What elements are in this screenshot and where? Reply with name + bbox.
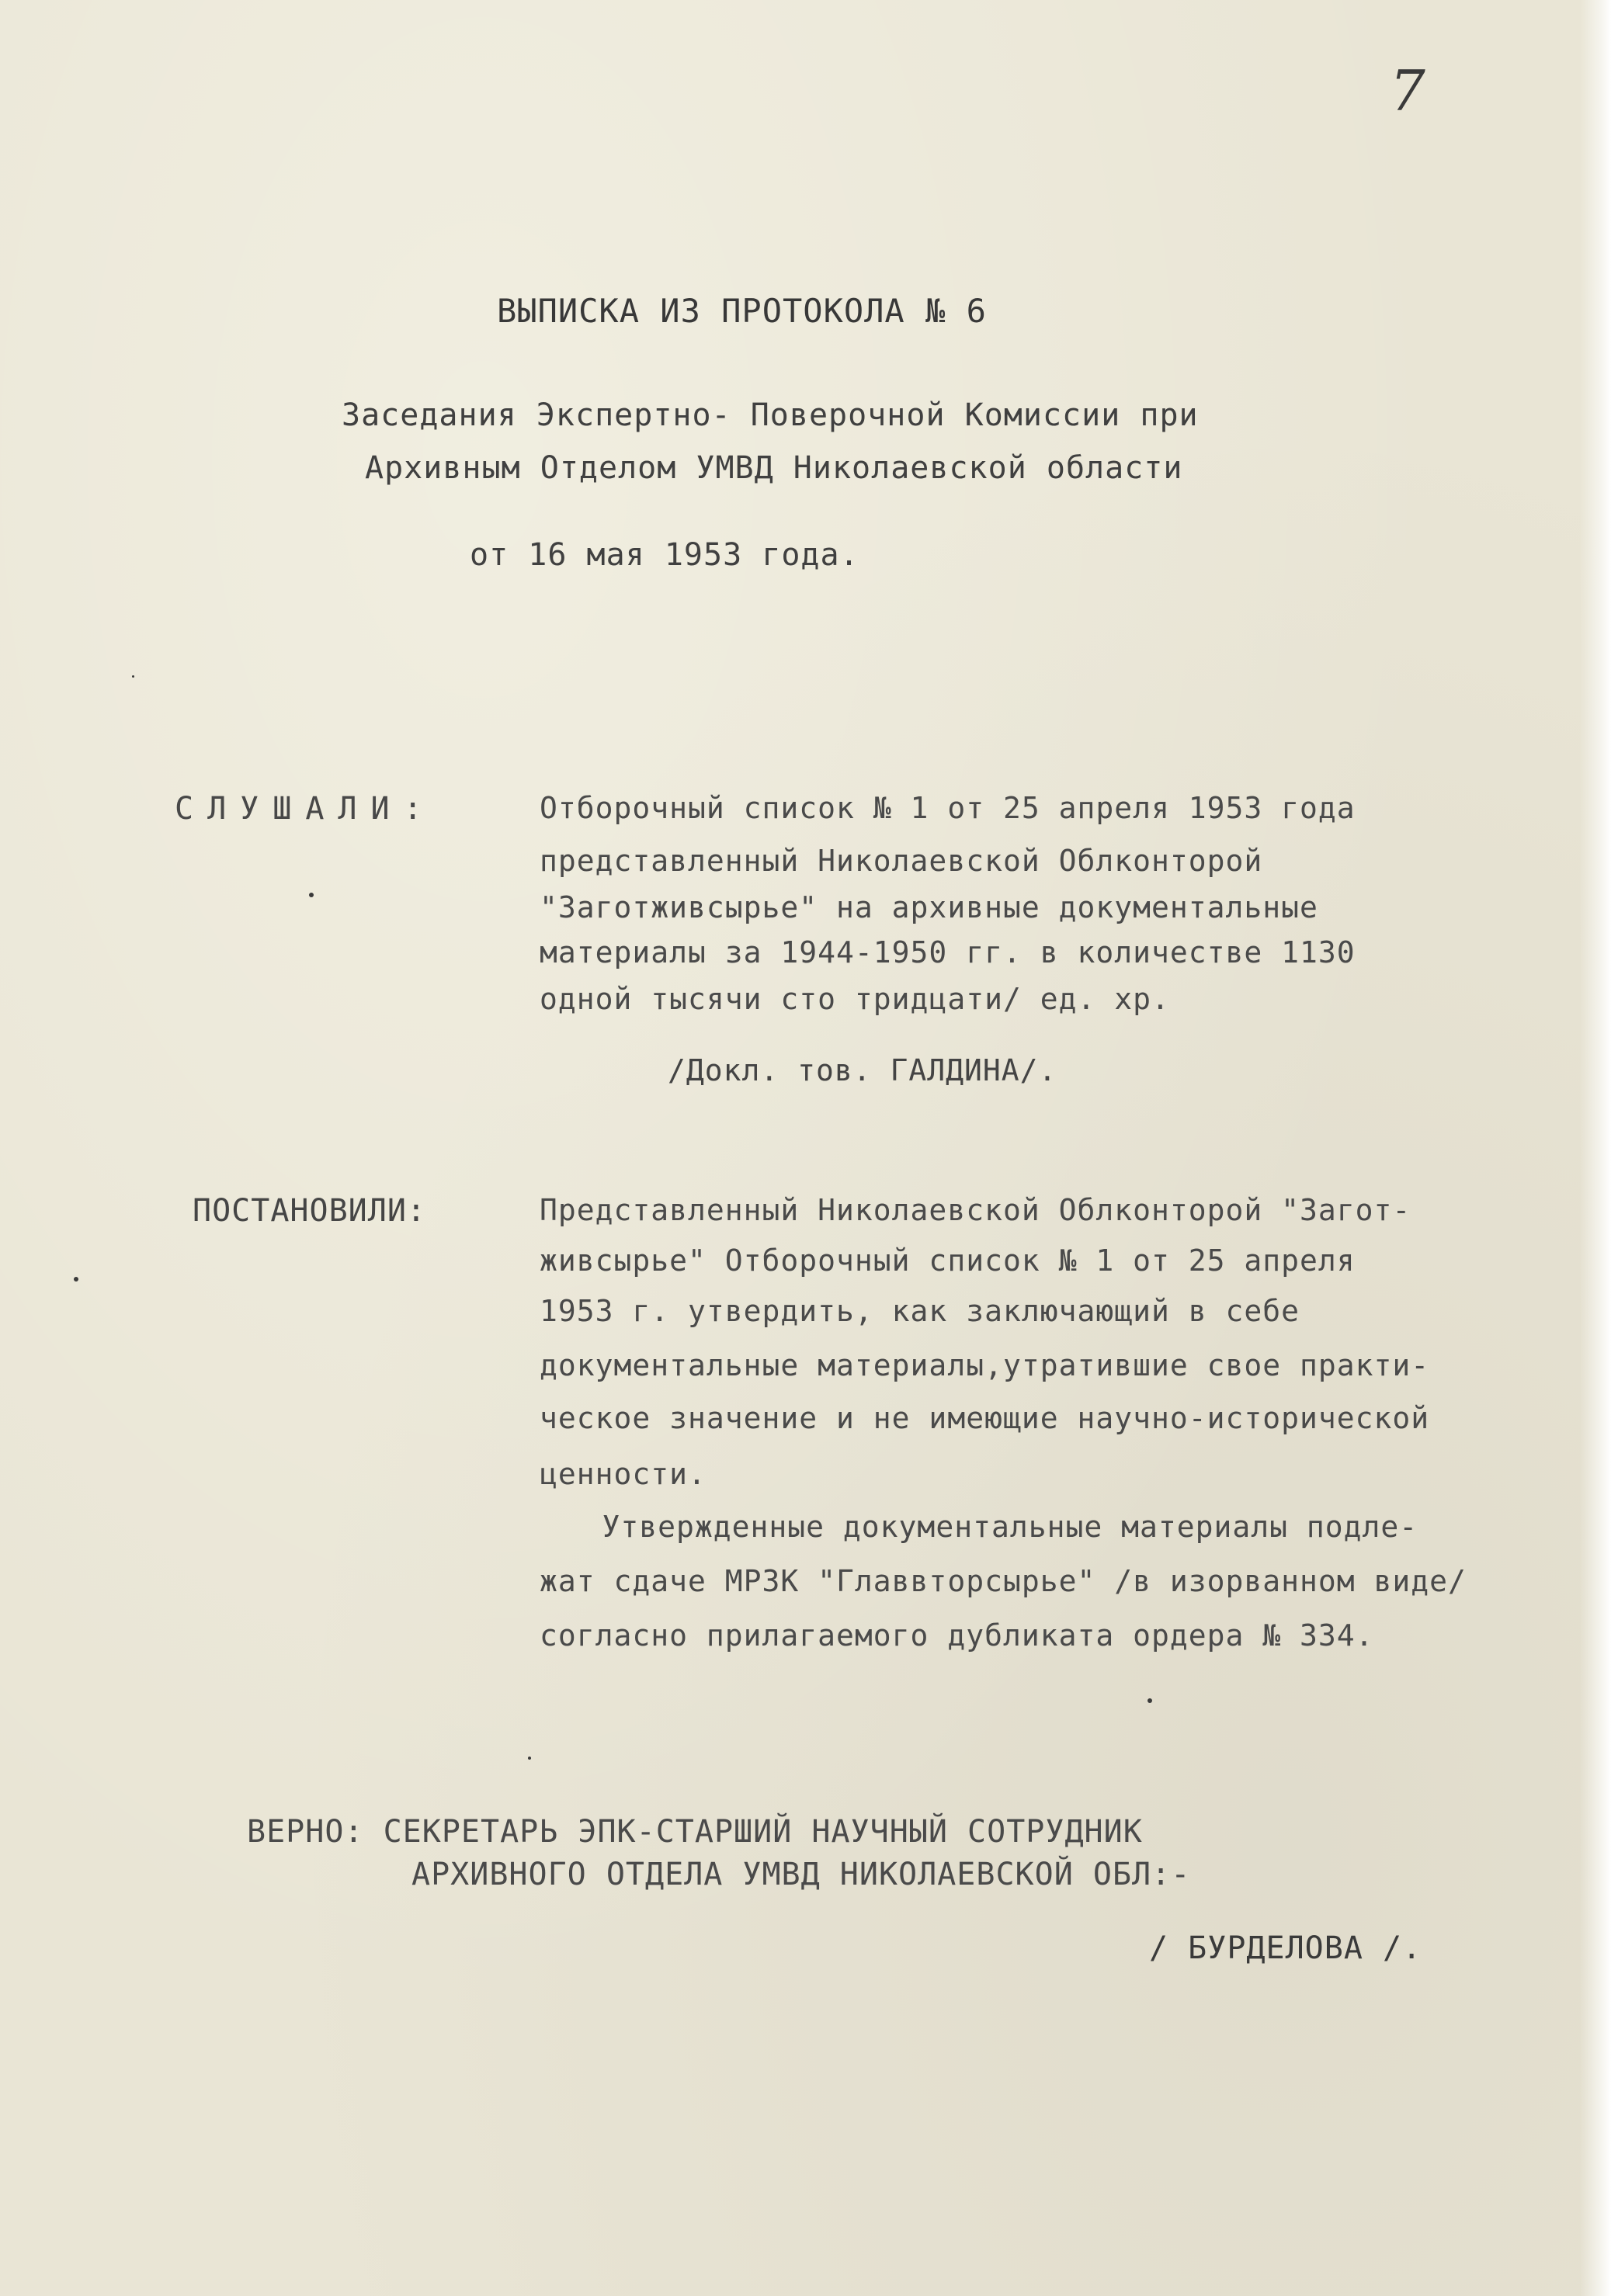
subtitle-line-2: Архивным Отделом УМВД Николаевской области [365,450,1183,486]
decided-line-7: Утвержденные документальные материалы подле- [528,1510,1418,1544]
decided-line-2: живсырье" Отборочный список № 1 от 25 апреля [540,1243,1356,1278]
heard-line-2: представленный Николаевской Облконторой [540,844,1263,878]
ink-speck [309,893,314,897]
reporter-note: /Докл. тов. ГАЛДИНА/. [668,1053,1057,1087]
decided-line-1: Представленный Николаевской Облконторой "Загот- [540,1193,1411,1227]
heard-line-4: материалы за 1944-1950 гг. в количестве 1130 [540,935,1356,969]
decided-line-3: 1953 г. утвердить, как заключающий в себе [540,1294,1300,1328]
ink-speck [132,675,134,678]
certification-line-2: АРХИВНОГО ОТДЕЛА УМВД НИКОЛАЕВСКОЙ ОБЛ:- [411,1857,1191,1892]
subtitle-line-1: Заседания Экспертно- Поверочной Комиссии при [342,397,1199,433]
document-title: ВЫПИСКА ИЗ ПРОТОКОЛА № 6 [497,292,987,330]
decided-line-4: документальные материалы,утратившие свое практи- [540,1348,1430,1382]
ink-speck [74,1277,78,1282]
heard-line-1: Отборочный список № 1 от 25 апреля 1953 года [540,791,1356,825]
decided-line-8: жат сдаче МРЗК "Главвторсырье" /в изорванном виде/ [540,1564,1467,1598]
heard-label: СЛУШАЛИ: [175,791,436,827]
paper-edge [1580,0,1611,2296]
decided-line-9: согласно прилагаемого дубликата ордера № 334. [540,1618,1374,1653]
ink-speck [528,1757,531,1760]
heard-line-3: "Заготживсырье" на архивные документальные [540,890,1318,924]
ink-speck [1147,1698,1152,1703]
signature-name: / БУРДЕЛОВА /. [1149,1930,1422,1966]
meeting-date: от 16 мая 1953 года. [470,537,859,573]
heard-line-5: одной тысячи сто тридцати/ ед. хр. [540,982,1170,1016]
decided-label: ПОСТАНОВИЛИ: [193,1193,426,1229]
decided-line-5: ческое значение и не имеющие научно-исторической [540,1401,1430,1435]
decided-line-6: ценности. [540,1457,707,1491]
certification-line-1: ВЕРНО: СЕКРЕТАРЬ ЭПК-СТАРШИЙ НАУЧНЫЙ СОТРУДНИК [247,1814,1143,1850]
folio-number: 7 [1390,58,1425,123]
